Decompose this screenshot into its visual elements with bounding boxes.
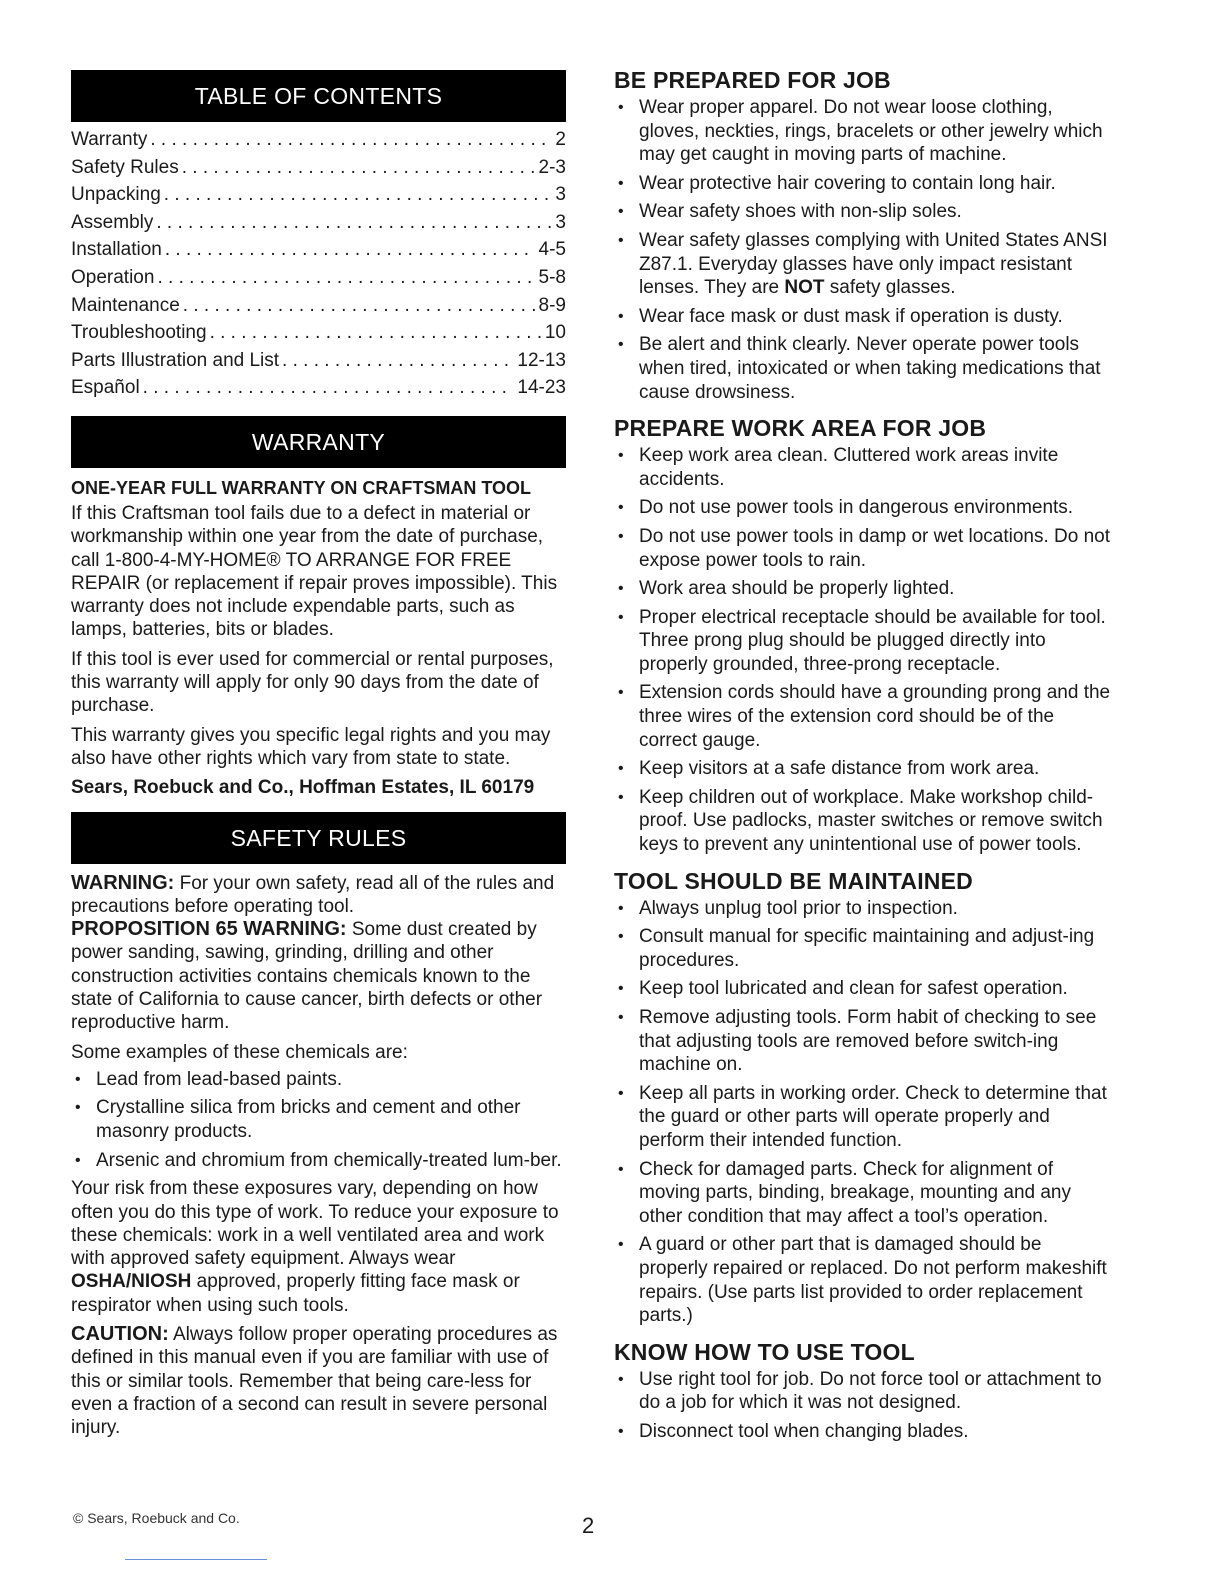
toc-entry-label: Assembly [71,211,154,233]
toc-dots [183,292,536,320]
warranty-paragraph: If this Craftsman tool fails due to a defect in material or workmanship within one year from the date of purchase, call 1-800-4-MY-HOME® TO ARRANGE FOR FREE REPAIR (or replacement if repair proves impossible). This warranty does not include expendable parts, such as lamps, batteries, bits or blades. [71,502,558,641]
toc-entry [71,154,566,182]
toc-entry-page: 8-9 [538,294,566,316]
toc-entry-page: 14-23 [517,377,566,399]
toc-entry [71,181,566,209]
toc-entry [71,236,566,264]
section-heading: BE PREPARED FOR JOB [614,67,891,93]
list-item: • Keep visitors at a safe distance from work area. [614,757,1114,781]
know-how-list [614,1368,1114,1444]
toc-dots [157,264,535,292]
prop65-warning [71,918,566,1034]
toc-entry-page: 4-5 [538,239,566,261]
section-heading: PREPARE WORK AREA FOR JOB [614,415,987,442]
toc-entry [71,209,566,237]
toc-entry-page: 3 [555,184,566,206]
toc-dots [182,154,536,182]
toc-dots [210,319,542,347]
toc-entry [71,264,566,292]
chemical-examples-list [71,1068,566,1172]
toc-list [71,126,566,402]
warranty-address: Sears, Roebuck and Co., Hoffman Estates, IL 60179 [71,777,535,799]
safety-banner: SAFETY RULES [71,812,566,864]
toc-entry [71,347,566,375]
footer-rule [125,1559,267,1560]
risk-text: approved, properly fitting face mask or respirator when using such tools. [71,1271,520,1316]
toc-entry-label: Parts Illustration and List [71,349,280,371]
list-item [614,229,1114,300]
list-item: • Check for damaged parts. Check for alignment of moving parts, binding, breakage, mounting and any other condition that may affect a tool’s operation. [614,1158,1114,1229]
list-item: • A guard or other part that is damaged should be properly repaired or replaced. Do not perform makeshift repairs. (Use parts list provided to order replacement parts.) [614,1233,1114,1327]
toc-entry-label: Warranty [71,129,148,150]
toc-dots [143,374,515,402]
maintained-list [614,897,1114,1328]
list-item: • Be alert and think clearly. Never operate power tools when tired, intoxicated or when taking medications that cause drowsiness. [614,333,1114,404]
toc-dots [165,236,536,264]
list-item: • Crystalline silica from bricks and cement and other masonry products. [71,1096,566,1143]
toc-entry-label: Safety Rules [71,156,179,178]
warning-text: For your own safety, read all of the rules and precautions before operating tool. [71,872,555,917]
toc-entry-page: 10 [544,322,566,344]
list-item: • Keep children out of workplace. Make workshop child-proof. Use padlocks, master switches or remove switch keys to prevent any unintentional use of power tools. [614,786,1114,857]
prop65-text: Some dust created by power sanding, sawing, grinding, drilling and other construction activities contains chemicals known to the state of California to cause cancer, birth defects or other reproductive harm. [71,919,543,1034]
safety-warning [71,872,566,919]
caution-label: CAUTION: [71,1323,169,1346]
examples-intro: Some examples of these chemicals are: [71,1041,408,1063]
toc-entry [71,374,566,402]
warning-label: WARNING: [71,871,175,894]
page-number: 2 [582,1513,595,1538]
warranty-paragraph: This warranty gives you specific legal rights and you may also have other rights which vary from state to state. [71,724,551,769]
list-item: • Wear face mask or dust mask if operation is dusty. [614,305,1114,329]
osha-niosh: OSHA/NIOSH [71,1271,192,1293]
list-item: • Disconnect tool when changing blades. [614,1420,1114,1444]
caution-paragraph [71,1323,566,1439]
toc-entry [71,126,566,154]
list-item: • Keep all parts in working order. Check to determine that the guard or other parts will operate properly and perform their intended function. [614,1082,1114,1153]
glasses-not: NOT [784,277,825,299]
list-item: • Work area should be properly lighted. [614,577,1114,601]
toc-dots [156,209,552,237]
be-prepared-list [614,96,1114,404]
toc-banner: TABLE OF CONTENTS [71,70,566,122]
work-area-list [614,444,1114,857]
toc-entry-page: 12-13 [517,349,566,371]
list-item: • Extension cords should have a grounding prong and the three wires of the extension cord should be of the correct gauge. [614,681,1114,752]
toc-entry-label: Unpacking [71,184,161,206]
list-item: • Keep tool lubricated and clean for safest operation. [614,977,1114,1001]
glasses-text: Wear safety glasses complying with United States ANSI Z87.1. Everyday glasses have only impact resistant lenses. They are [639,229,1108,299]
list-item: • Consult manual for specific maintaining and adjust-ing procedures. [614,925,1114,972]
list-item: • Lead from lead-based paints. [71,1068,566,1092]
section-heading: KNOW HOW TO USE TOOL [614,1338,915,1365]
list-item: • Proper electrical receptacle should be available for tool. Three prong plug should be plugged directly into properly grounded, three-prong receptacle. [614,606,1114,677]
warranty-paragraph: If this tool is ever used for commercial or rental purposes, this warranty will apply for only 90 days from the date of purchase. [71,648,554,717]
toc-entry-label: Troubleshooting [71,322,207,344]
left-column [71,70,566,1440]
risk-paragraph [71,1177,566,1317]
risk-text: Your risk from these exposures vary, depending on how often you do this type of work. To reduce your exposure to these chemicals: work in a well ventilated area and work with approved safety equipment. Always wear [71,1178,559,1270]
prop65-label: PROPOSITION 65 WARNING: [71,918,347,941]
warranty-subtitle: ONE-YEAR FULL WARRANTY ON CRAFTSMAN TOOL [71,477,531,498]
caution-text: Always follow proper operating procedures as defined in this manual even if you are familiar with use of this or similar tools. Remember that being care-less for even a fraction of a second can result in severe personal injury. [71,1324,558,1439]
toc-dots [164,181,553,209]
list-item: • Remove adjusting tools. Form habit of checking to see that adjusting tools are removed before switch-ing machine on. [614,1006,1114,1077]
list-item: • Do not use power tools in dangerous environments. [614,496,1114,520]
toc-entry-label: Operation [71,266,155,288]
toc-entry [71,292,566,320]
toc-entry-label: Installation [71,239,162,261]
list-item: • Wear protective hair covering to contain long hair. [614,172,1114,196]
toc-entry-label: Español [71,377,140,399]
toc-dots [150,126,552,154]
list-item: • Wear safety shoes with non-slip soles. [614,200,1114,224]
section-heading: TOOL SHOULD BE MAINTAINED [614,867,973,894]
toc-entry [71,319,566,347]
list-item: • Arsenic and chromium from chemically-treated lum-ber. [71,1149,566,1173]
toc-entry-label: Maintenance [71,294,180,316]
toc-entry-page: 2-3 [538,156,566,178]
toc-entry-page: 2 [555,129,566,150]
list-item: • Do not use power tools in damp or wet locations. Do not expose power tools to rain. [614,525,1114,572]
list-item: • Keep work area clean. Cluttered work areas invite accidents. [614,444,1114,491]
list-item: • Wear proper apparel. Do not wear loose clothing, gloves, neckties, rings, bracelets or other jewelry which may get caught in moving parts of machine. [614,96,1114,167]
right-column [614,66,1114,1454]
list-item: • Use right tool for job. Do not force tool or attachment to do a job for which it was not designed. [614,1368,1114,1415]
copyright: © Sears, Roebuck and Co. [73,1510,240,1526]
toc-dots [282,347,514,375]
warranty-banner: WARRANTY [71,416,566,468]
toc-entry-page: 3 [555,211,566,233]
toc-entry-page: 5-8 [538,266,566,288]
list-item: • Always unplug tool prior to inspection. [614,897,1114,921]
glasses-text: safety glasses. [829,277,956,299]
